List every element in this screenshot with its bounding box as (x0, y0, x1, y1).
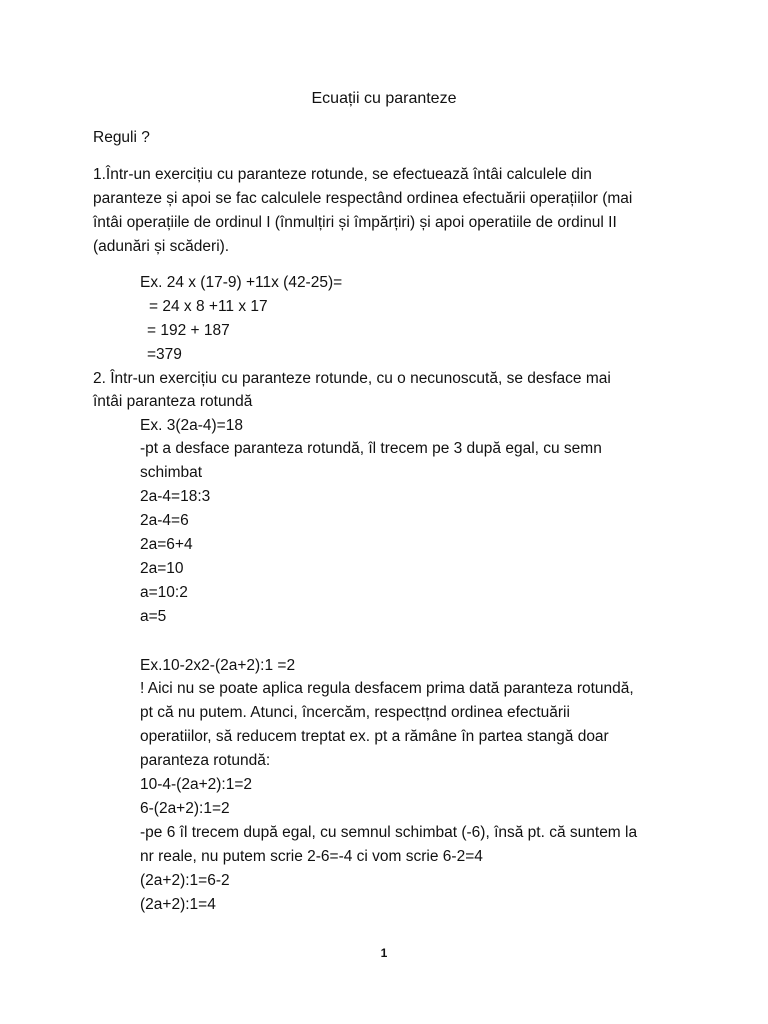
rule2-example1-line: Ex. 3(2a-4)=18 (140, 417, 243, 434)
rule2-example1-line: 2a=10 (140, 560, 184, 577)
rule1-line: (adunări și scăderi). (93, 238, 230, 255)
page-title: Ecuații cu paranteze (311, 90, 457, 107)
rule2-example1-line: a=10:2 (140, 584, 188, 601)
rule2-example1-line: 2a-4=6 (140, 512, 189, 529)
page-number: 1 (380, 946, 388, 960)
rule2-example1-line: 2a-4=18:3 (140, 488, 211, 505)
rule2-line: 2. Într-un exercițiu cu paranteze rotunde, cu o necunoscută, se desface mai (93, 370, 611, 387)
rule2-example2-line: Ex.10-2x2-(2a+2):1 =2 (140, 657, 296, 674)
rule1-example-line: Ex. 24 x (17-9) +11x (42-25)= (140, 274, 343, 291)
rule2-example2-line: pt că nu putem. Atunci, încercăm, respectțnd ordinea efectuării (140, 704, 570, 721)
rule2-example2-line: operatiilor, să reducem treptat ex. pt a rămâne în partea stangă doar (140, 728, 609, 745)
rule1-line: paranteze și apoi se fac calculele respectând ordinea efectuării operațiilor (mai (93, 190, 633, 207)
rule2-example2-line: (2a+2):1=6-2 (140, 872, 230, 889)
rule2-example2-line: 6-(2a+2):1=2 (140, 800, 230, 817)
rule2-example2-line: 10-4-(2a+2):1=2 (140, 776, 253, 793)
rule2-example1-line: 2a=6+4 (140, 536, 193, 553)
rule1-line: 1.Într-un exercițiu cu paranteze rotunde, se efectuează întâi calculele din (93, 166, 592, 183)
rule2-example2-line: (2a+2):1=4 (140, 896, 216, 913)
rule1-example-line: = 24 x 8 +11 x 17 (149, 298, 268, 315)
rule2-example1-line: -pt a desface paranteza rotundă, îl trecem pe 3 după egal, cu semn (140, 440, 602, 457)
rule2-example2-line: -pe 6 îl trecem după egal, cu semnul schimbat (-6), însă pt. că suntem la (140, 824, 638, 841)
rule2-example2-line: paranteza rotundă: (140, 752, 271, 769)
rule2-example1-line: a=5 (140, 608, 167, 625)
rule2-example2-line: ! Aici nu se poate aplica regula desfacem prima dată paranteza rotundă, (140, 680, 634, 697)
rule1-example-line: = 192 + 187 (147, 322, 230, 339)
rule2-example2-line: nr reale, nu putem scrie 2-6=-4 ci vom scrie 6-2=4 (140, 848, 483, 865)
reguli-heading: Reguli ? (93, 129, 150, 146)
rule1-example-line: =379 (147, 346, 182, 363)
rule2-line: întâi paranteza rotundă (93, 393, 253, 410)
rule2-example1-line: schimbat (140, 464, 203, 481)
rule1-line: întâi operațiile de ordinul I (înmulțiri și împărțiri) și apoi operatiile de ordinul II (93, 214, 617, 231)
